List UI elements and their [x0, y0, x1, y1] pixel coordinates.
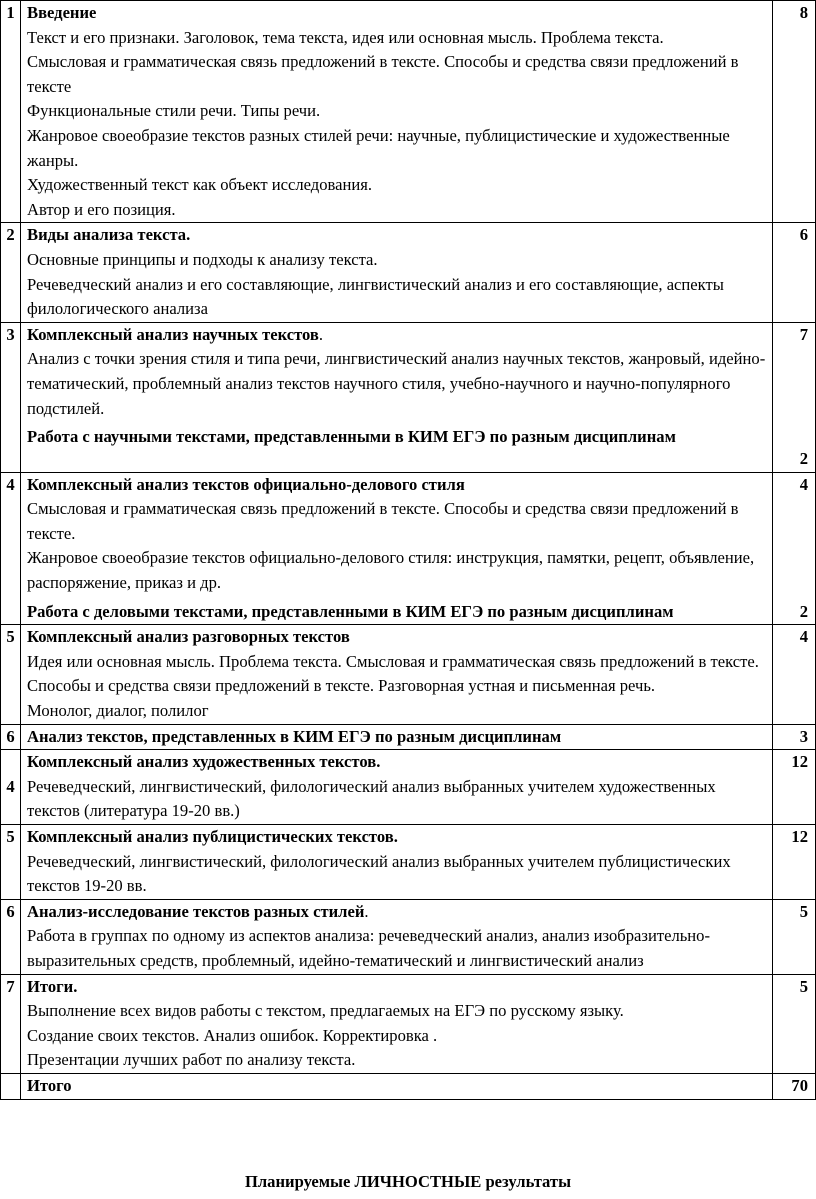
topic-title: Анализ текстов, представленных в КИМ ЕГЭ по разным дисциплинам [27, 726, 562, 746]
topic-description: Речеведческий, лингвистический, филологический анализ выбранных учителем художественных текстов (литература 19-20 вв.) [27, 776, 716, 821]
table-row [1, 1, 816, 223]
topic-title: Итоги. [27, 976, 78, 996]
hours-value: 5 [799, 901, 808, 921]
table-row [1, 472, 816, 625]
hours-value: 12 [791, 752, 808, 772]
topic-title: Итого [27, 1075, 72, 1095]
hours-cell [773, 825, 816, 900]
topic-description: Выполнение всех видов работы с текстом, предлагаемых на ЕГЭ по русскому языку. [27, 1001, 624, 1021]
topic-description: Работа в группах по одному из аспектов анализа: речеведческий анализ, анализ изобразительно-выразительных средств, проблемный, идейно-тематический и лингвистический анализ [27, 926, 711, 970]
hours-cell [773, 223, 816, 322]
topic-cell [21, 1073, 773, 1099]
row-number: 3 [1, 322, 21, 472]
curriculum-table-body [1, 1, 816, 1100]
topic-cell [21, 1, 773, 223]
row-number: 5 [1, 625, 21, 724]
topic-title: Комплексный анализ публицистических текстов. [27, 827, 398, 846]
hours-value: 6 [799, 225, 808, 245]
topic-description: Идея или основная мысль. Проблема текста. Смысловая и грамматическая связь предложений в тексте. Способы и средства связи предложений в тексте. Разговорная устная и письменная речь. [27, 651, 759, 696]
hours-value: 5 [799, 976, 808, 996]
table-row [1, 899, 816, 974]
topic-cell [21, 625, 773, 724]
table-row [1, 1073, 816, 1099]
topic-description: Создание своих текстов. Анализ ошибок. Корректировка . [27, 1025, 438, 1045]
topic-description: Функциональные стили речи. Типы речи. [27, 101, 321, 121]
topic-description: Текст и его признаки. Заголовок, тема текста, идея или основная мысль. Проблема текста. [27, 27, 664, 47]
row-number: 4 [1, 750, 21, 825]
table-row [1, 322, 816, 472]
topic-description: Основные принципы и подходы к анализу текста. [27, 249, 378, 269]
topic-title: Комплексный анализ научных текстов [27, 324, 319, 344]
topic-cell [21, 223, 773, 322]
hours-cell [773, 322, 816, 472]
topic-title: Анализ-исследование текстов разных стилей [27, 901, 365, 921]
hours-cell [773, 724, 816, 750]
topic-title: Комплексный анализ текстов официально-делового стиля [27, 474, 465, 494]
topic-description: Смысловая и грамматическая связь предложений в тексте. Способы и средства связи предложений в тексте. [27, 499, 739, 543]
hours-value: 4 [799, 474, 808, 494]
hours-value: 8 [799, 3, 808, 22]
hours-value: 70 [791, 1075, 808, 1095]
hours-cell [773, 899, 816, 974]
topic-title: Введение [27, 3, 97, 22]
table-row [1, 825, 816, 900]
topic-cell [21, 899, 773, 974]
topic-title-suffix: . [364, 901, 369, 921]
topic-description: Автор и его позиция. [27, 199, 176, 219]
hours-cell [773, 974, 816, 1073]
row-number: 2 [1, 223, 21, 322]
topic-title-suffix: . [318, 324, 324, 344]
topic-description: Монолог, диалог, полилог [27, 701, 209, 721]
topic-cell [21, 750, 773, 825]
topic-title: Комплексный анализ разговорных текстов [27, 627, 350, 647]
hours-cell [773, 472, 816, 625]
topic-description: Смысловая и грамматическая связь предложений в тексте. Способы и средства связи предложений в тексте [27, 52, 739, 96]
hours-cell [773, 625, 816, 724]
planned-results-heading: Планируемые ЛИЧНОСТНЫЕ результаты [244, 1172, 572, 1191]
hours-cell [773, 750, 816, 825]
topic-cell [21, 825, 773, 900]
row-number: 7 [1, 974, 21, 1073]
table-row [1, 974, 816, 1073]
row-number [1, 1073, 21, 1099]
topic-description: Презентации лучших работ по анализу текста. [27, 1050, 356, 1070]
topic-description: Художественный текст как объект исследования. [27, 175, 373, 195]
hours-value: 4 [799, 627, 808, 647]
row-number: 6 [1, 899, 21, 974]
topic-description: Речеведческий анализ и его составляющие, лингвистический анализ и его составляющие, аспекты филологического анализа [27, 274, 724, 319]
hours-value: 7 [799, 324, 808, 344]
practice-line: Работа с деловыми текстами, представленными в КИМ ЕГЭ по разным дисциплинам [27, 601, 674, 621]
topic-description: Анализ с точки зрения стиля и типа речи, лингвистический анализ научных текстов, жанровый, идейно-тематический, проблемный анализ текстов научного стиля, учебно-научного и научно-популярного подстилей. [27, 349, 766, 418]
row-number: 6 [1, 724, 21, 750]
table-row [1, 223, 816, 322]
hours-cell [773, 1073, 816, 1099]
hours-value: 12 [791, 827, 808, 846]
row-number: 5 [1, 825, 21, 900]
practice-hours-value: 2 [799, 449, 808, 469]
row-number: 1 [1, 1, 21, 223]
topic-description: Жанровое своеобразие текстов разных стилей речи: научные, публицистические и художественные жанры. [27, 125, 730, 170]
table-row [1, 625, 816, 724]
table-row [1, 724, 816, 750]
table-row [1, 750, 816, 825]
topic-title: Виды анализа текста. [27, 225, 191, 245]
row-number: 4 [1, 472, 21, 625]
topic-cell [21, 322, 773, 472]
topic-description: Речеведческий, лингвистический, филологический анализ выбранных учителем публицистических текстов 19-20 вв. [27, 851, 731, 896]
hours-value: 3 [799, 726, 808, 746]
topic-description: Жанровое своеобразие текстов официально-делового стиля: инструкция, памятки, рецепт, объявление, распоряжение, приказ и др. [27, 548, 755, 593]
practice-line: Работа с научными текстами, представленными в КИМ ЕГЭ по разным дисциплинам [27, 427, 676, 447]
topic-cell [21, 472, 773, 625]
topic-cell [21, 974, 773, 1073]
hours-cell [773, 1, 816, 223]
topic-cell [21, 724, 773, 750]
practice-hours-value: 2 [799, 601, 808, 621]
topic-title: Комплексный анализ художественных текстов. [27, 752, 381, 772]
